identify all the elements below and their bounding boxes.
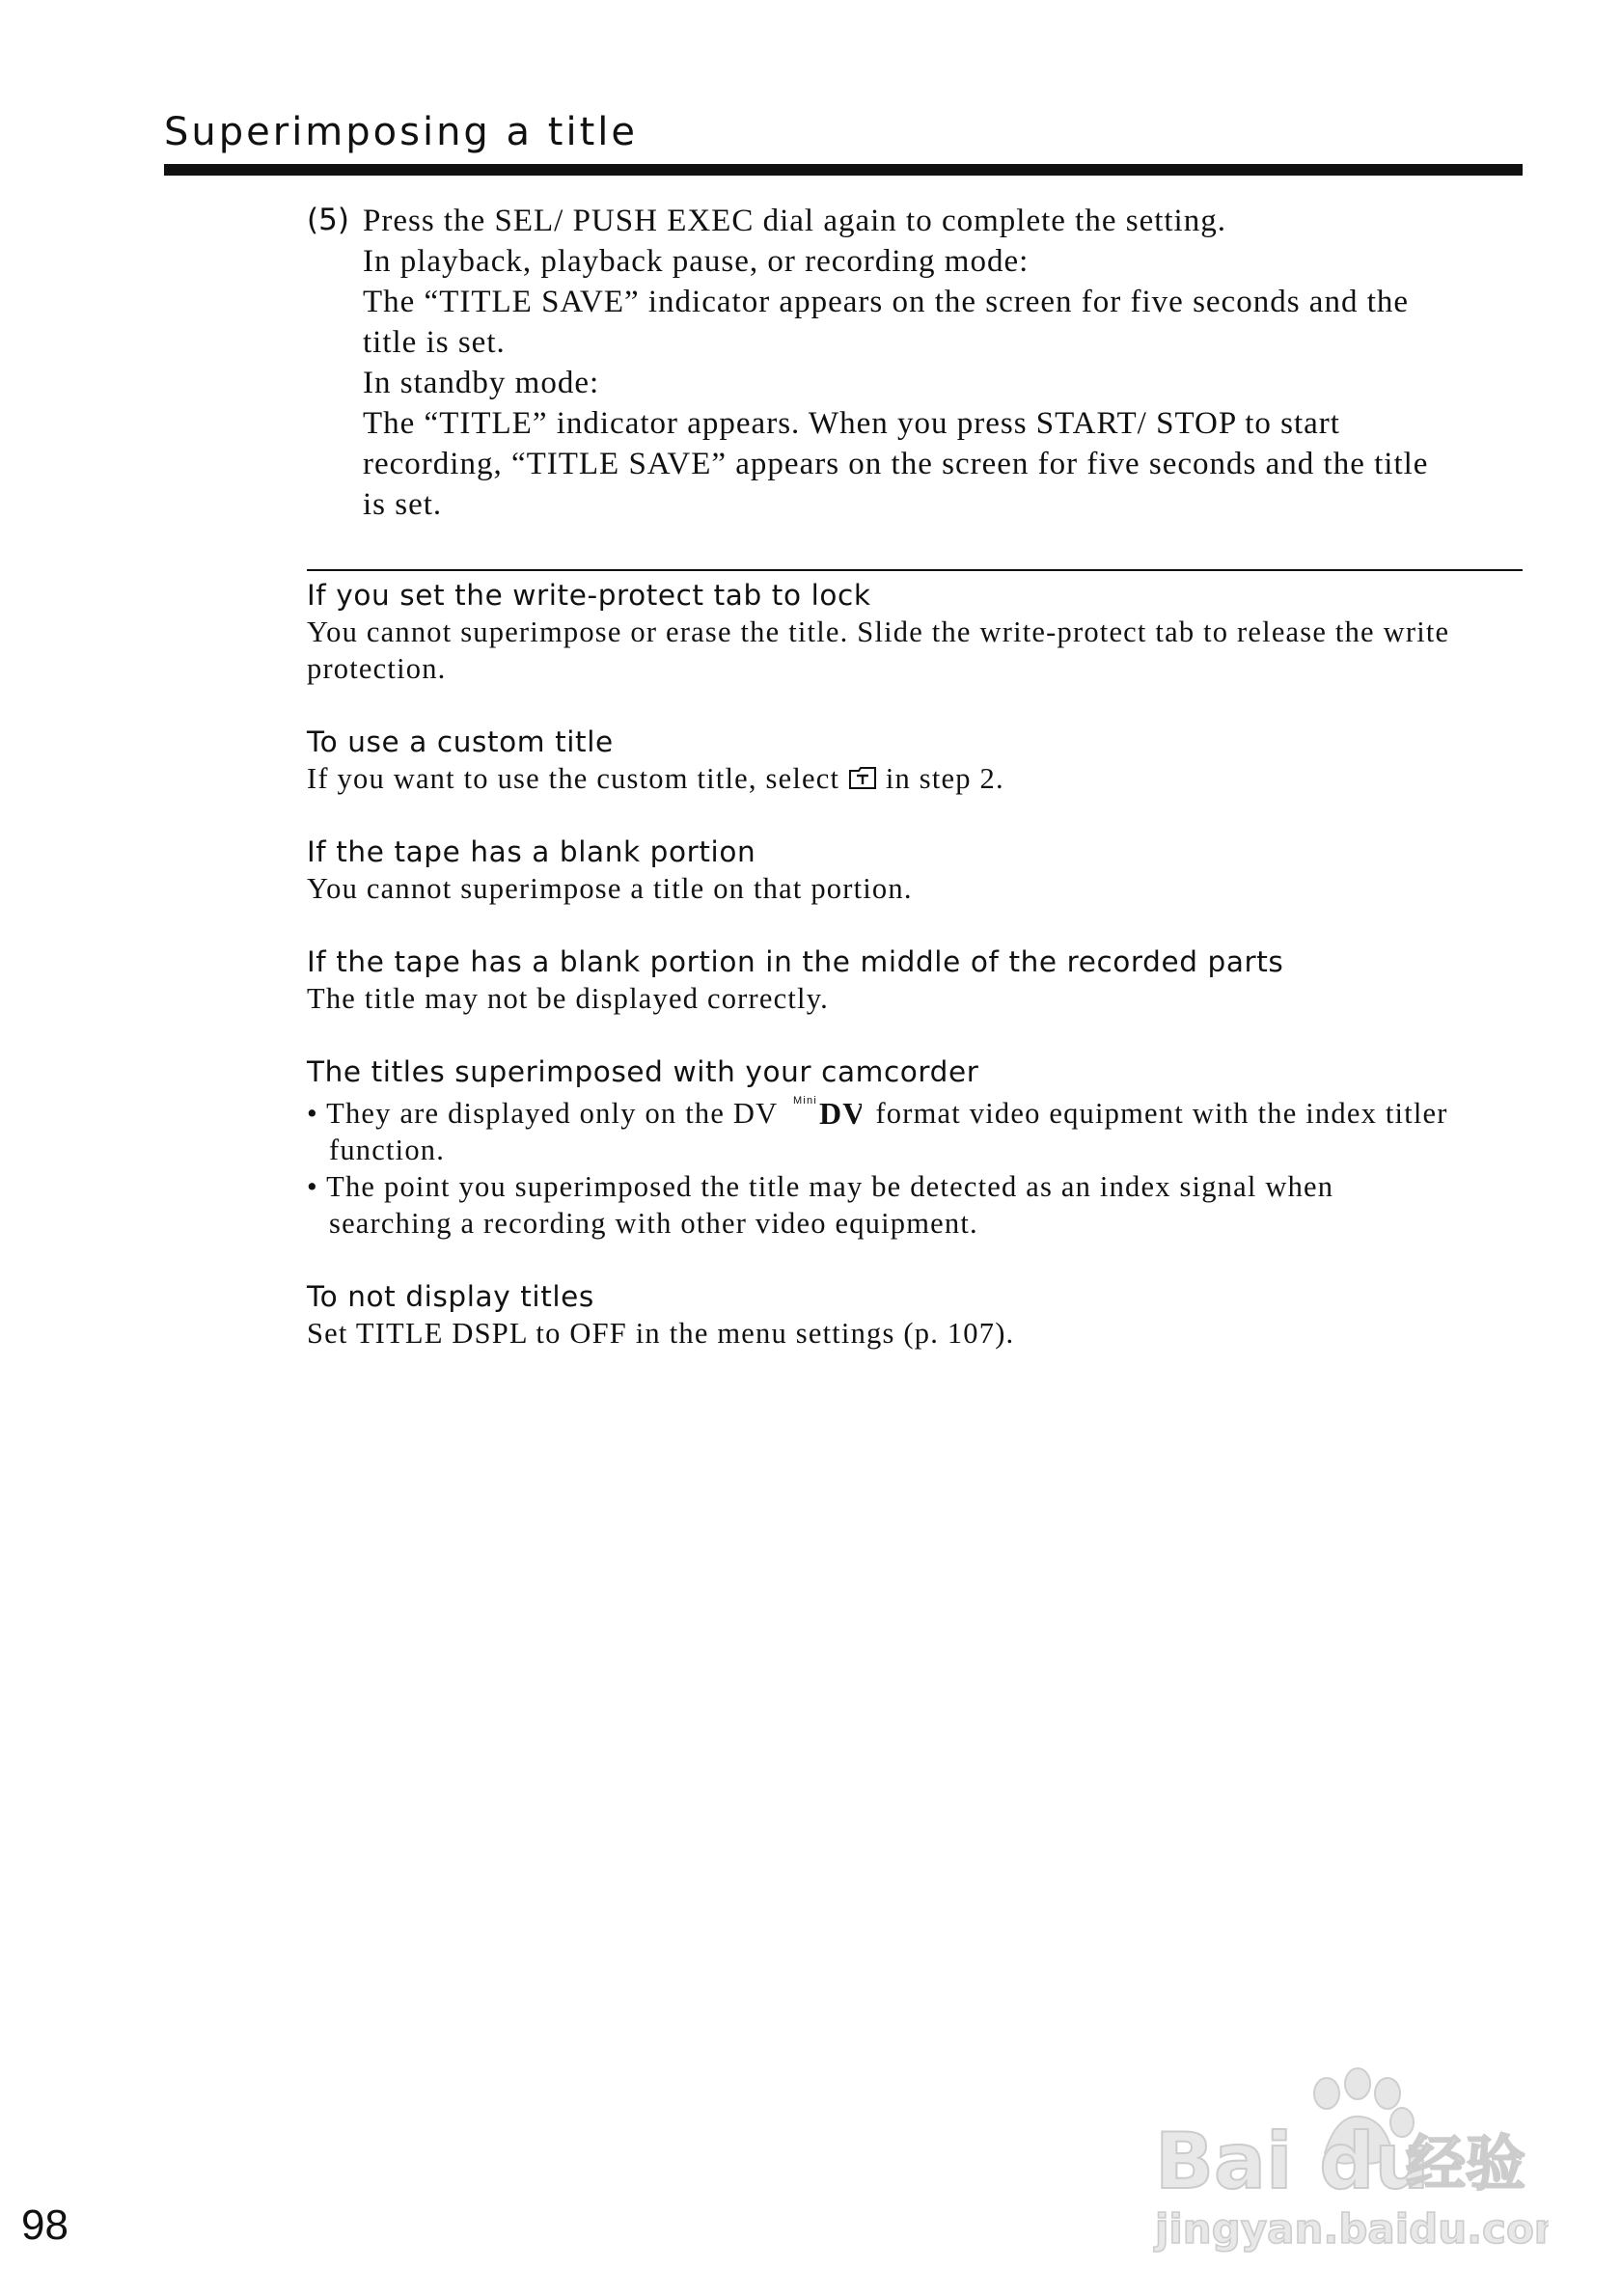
note-not-display	[307, 1278, 1525, 1352]
bullet-item	[307, 1090, 1525, 1132]
note-blank-portion	[307, 834, 1525, 907]
note-line: You cannot superimpose or erase the title. Slide the write-protect tab to release the write	[307, 615, 1450, 648]
note-body	[307, 1315, 1525, 1352]
watermark-url: jingyan.baidu.com	[1155, 2205, 1549, 2253]
step-line: The “TITLE” indicator appears. When you press START/ STOP to start	[363, 406, 1340, 441]
step-line: recording, “TITLE SAVE” appears on the screen for five seconds and the title	[363, 447, 1429, 481]
note-heading: If the tape has a blank portion in the middle of the recorded parts	[307, 945, 1284, 978]
note-body	[307, 760, 1525, 797]
note-line: protection.	[307, 652, 447, 685]
note-camcorder-titles	[307, 1053, 1525, 1242]
notes-divider	[307, 569, 1523, 571]
bullet-item: • The point you superimposed the title may be detected as an index signal when	[307, 1170, 1334, 1203]
page-number: 98	[21, 2201, 69, 2249]
note-body	[307, 870, 1525, 907]
note-heading: The titles superimposed with your camcorder	[307, 1055, 979, 1088]
note-line: You cannot superimpose a title on that portion.	[307, 872, 913, 905]
step-line: title is set.	[363, 325, 506, 360]
note-heading: To use a custom title	[307, 725, 614, 758]
mini-dv-logo-text: DV	[818, 1096, 862, 1127]
watermark-brand: Bai du	[1155, 2117, 1430, 2206]
title-rule	[164, 164, 1523, 176]
baidu-watermark	[1153, 2064, 1549, 2257]
custom-title-icon	[848, 762, 877, 799]
watermark-brand-cn: 经验	[1406, 2128, 1526, 2199]
note-body	[307, 980, 1525, 1017]
note-body	[307, 614, 1525, 687]
note-line: The title may not be displayed correctly.	[307, 982, 829, 1015]
mini-dv-logo-small-text: Mini	[792, 1095, 817, 1107]
step-line: Press the SEL/ PUSH EXEC dial again to complete the setting.	[363, 204, 1226, 238]
bullet-continuation: function.	[329, 1134, 446, 1166]
step-line: In standby mode:	[363, 366, 600, 400]
note-blank-middle	[307, 943, 1525, 1017]
note-text: If you want to use the custom title, select	[307, 762, 840, 795]
mini-dv-logo-icon	[792, 1094, 862, 1135]
note-heading: To not display titles	[307, 1280, 594, 1313]
step-line: In playback, playback pause, or recording mode:	[363, 244, 1030, 279]
step-text	[363, 201, 1428, 525]
note-write-protect	[307, 577, 1525, 687]
step-number: (5)	[307, 203, 349, 237]
step-line: is set.	[363, 487, 443, 522]
notes-section	[307, 577, 1525, 1388]
note-text: format video equipment with the index titler	[875, 1097, 1448, 1130]
page-title: Superimposing a title	[164, 110, 638, 154]
note-text: • They are displayed only on the DV	[307, 1097, 778, 1130]
note-heading: If the tape has a blank portion	[307, 835, 756, 868]
note-text: in step 2.	[885, 762, 1004, 795]
note-line: Set TITLE DSPL to OFF in the menu settings (p. 107).	[307, 1317, 1015, 1350]
step-line: The “TITLE SAVE” indicator appears on the screen for five seconds and the	[363, 285, 1410, 319]
bullet-continuation: searching a recording with other video equipment.	[329, 1207, 978, 1240]
note-custom-title	[307, 724, 1525, 797]
note-body	[307, 1090, 1525, 1242]
note-heading: If you set the write-protect tab to lock	[307, 579, 871, 612]
